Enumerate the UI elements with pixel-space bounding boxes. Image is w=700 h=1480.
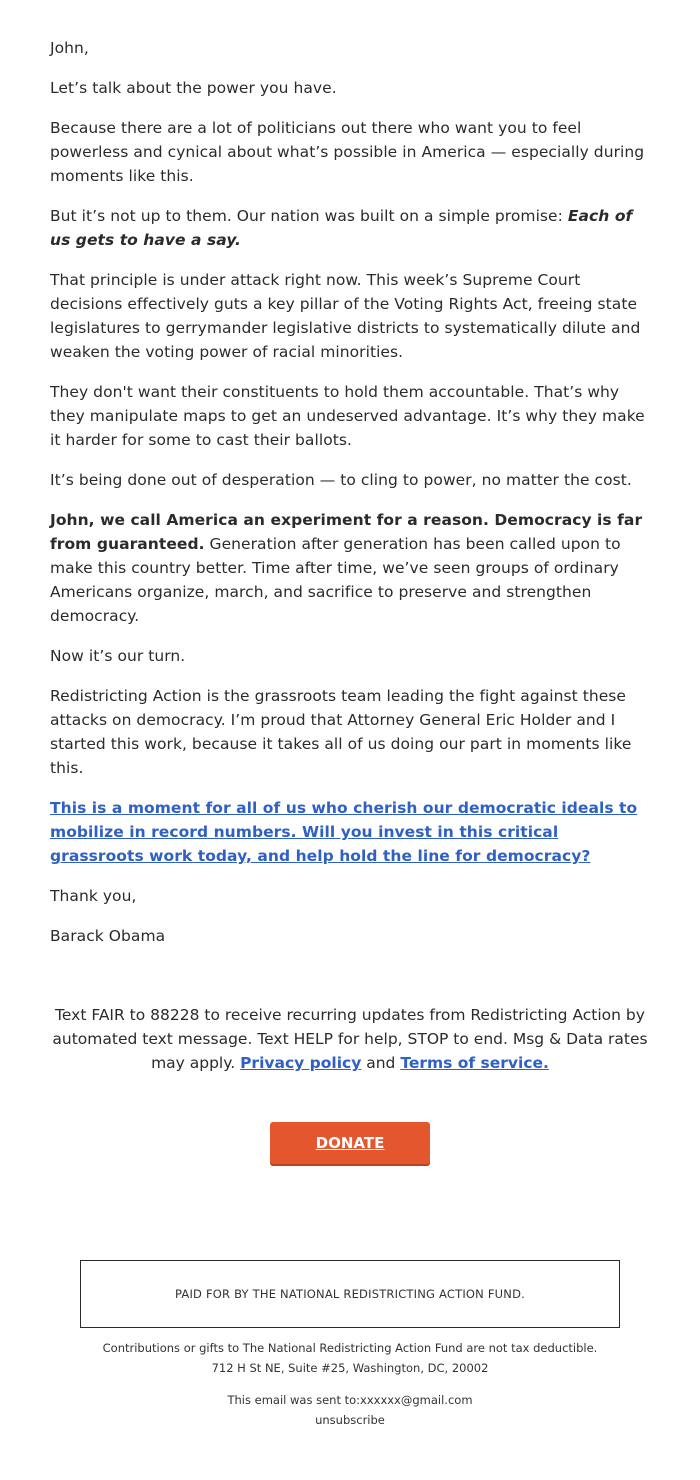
sms-and: and [361,1054,401,1072]
paragraph-7-text: Generation after generation has been called upon to make this country better. Time after time, we’ve seen groups of ordinary Americans organize, march, and sacrifice to preserve and strengthen democracy. [50,535,621,625]
paragraph-5: They don't want their constituents to hold them accountable. That’s why they manipulate maps to get an undeserved advantage. It’s why they make it harder for some to cast their ballots. [50,383,645,449]
signature: Barack Obama [50,927,166,945]
paragraph-7-bold: John, we call America an experiment for a reason. Democracy is far from guaranteed. [50,511,643,553]
sms-text: Text FAIR to 88228 to receive recurring updates from Redistricting Action by automated text message. Text HELP for help, STOP to end. Msg & Data rates may apply. [52,1006,648,1072]
privacy-policy-link[interactable]: Privacy policy [240,1054,362,1072]
email-body [50,36,655,964]
paragraph-7 [50,508,655,628]
sms-optin-notice [45,1003,655,1075]
cta-paragraph [50,796,655,868]
paragraph-1: Let’s talk about the power you have. [50,79,337,97]
closing: Thank you, [50,887,137,905]
paragraph-3-emphasis: Each of us gets to have a say. [50,207,633,249]
paid-for-text: PAID FOR BY THE NATIONAL REDISTRICTING ACTION FUND. [175,1287,525,1301]
paragraph-3 [50,204,655,252]
mailing-address: 712 H St NE, Suite #25, Washington, DC, 20002 [211,1361,489,1375]
paragraph-2: Because there are a lot of politicians out there who want you to feel powerless and cynical about what’s possible in America — especially during moments like this. [50,119,645,185]
donate-cta-link[interactable]: This is a moment for all of us who cherish our democratic ideals to mobilize in record numbers. Will you invest in this critical grassroots work today, and help hold the line for democracy? [50,799,638,865]
paragraph-4: That principle is under attack right now. This week’s Supreme Court decisions effectively guts a key pillar of the Voting Rights Act, freeing state legislatures to gerrymander legislative districts to systematically dilute and weaken the voting power of racial minorities. [50,271,641,361]
paragraph-6: It’s being done out of desperation — to cling to power, no matter the cost. [50,471,632,489]
unsubscribe-link[interactable]: unsubscribe [315,1413,385,1427]
donate-button[interactable]: DONATE [270,1122,430,1164]
paragraph-8: Now it’s our turn. [50,647,186,665]
footer [40,1338,660,1430]
paragraph-9: Redistricting Action is the grassroots team leading the fight against these attacks on democracy. I’m proud that Attorney General Eric Holder and I started this work, because it takes all of us doing our part in moments like this. [50,687,632,777]
paid-for-disclaimer-box [80,1260,620,1328]
paragraph-3-text: But it’s not up to them. Our nation was built on a simple promise: [50,207,568,225]
greeting: John, [50,39,89,57]
terms-of-service-link[interactable]: Terms of service. [400,1054,549,1072]
sent-to-notice: This email was sent to:xxxxxx@gmail.com [227,1393,473,1407]
tax-disclaimer: Contributions or gifts to The National Redistricting Action Fund are not tax deductible. [102,1341,598,1355]
